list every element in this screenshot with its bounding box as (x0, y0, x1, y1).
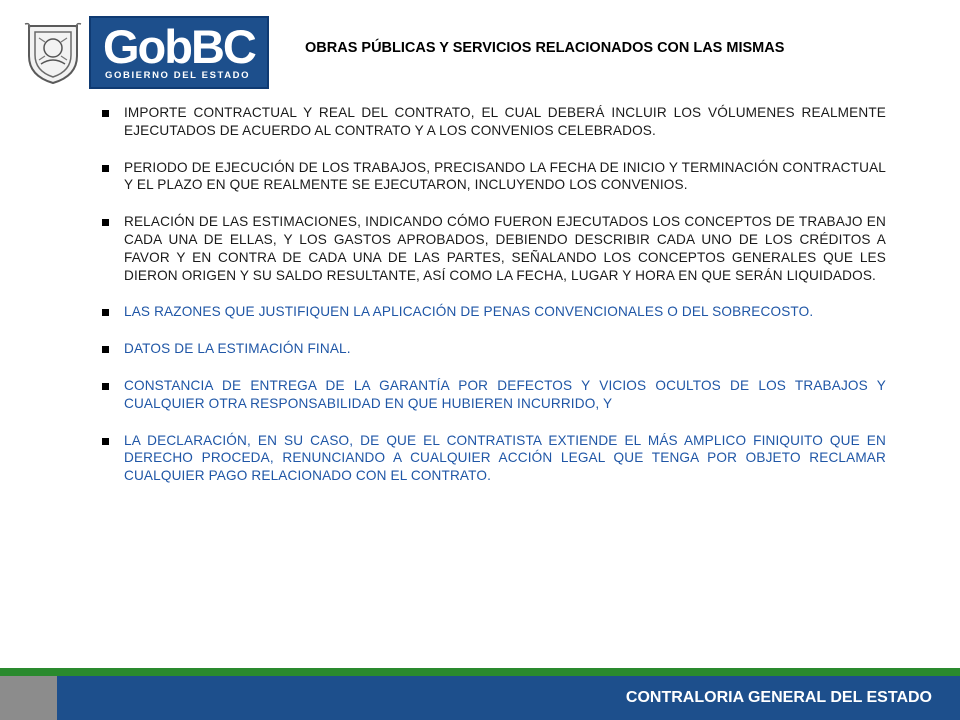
list-item-text: PERIODO DE EJECUCIÓN DE LOS TRABAJOS, PRECISANDO LA FECHA DE INICIO Y TERMINACIÓN CONTRACTUAL Y EL PLAZO EN QUE REALMENTE SE EJECUTARON, INCLUYENDO LOS CONVENIOS. (124, 159, 886, 193)
footer-bar (57, 676, 960, 720)
list-item (102, 303, 886, 321)
list-item-text: RELACIÓN DE LAS ESTIMACIONES, INDICANDO CÓMO FUERON EJECUTADOS LOS CONCEPTOS DE TRABAJO EN CADA UNA DE ELLAS, Y LOS GASTOS APROBADOS, DEBIENDO DESCRIBIR CADA UNO DE LOS CRÉDITOS A FAVOR Y EN CONTRA DE CADA UNA DE LAS PARTES, SEÑALANDO LOS CONCEPTOS GENERALES QUE LES DIERON ORIGEN Y SU SALDO RESULTANTE, ASÍ COMO LA FECHA, LUGAR Y HORA EN QUE SERÁN LIQUIDADOS. (124, 214, 886, 283)
list-item-text: LAS RAZONES QUE JUSTIFIQUEN LA APLICACIÓN DE PENAS CONVENCIONALES O DEL SOBRECOSTO. (124, 304, 814, 320)
square-bullet-icon (102, 383, 109, 390)
list-item (102, 104, 886, 140)
square-bullet-icon (102, 346, 109, 353)
list-item-text: IMPORTE CONTRACTUAL Y REAL DEL CONTRATO, EL CUAL DEBERÁ INCLUIR LOS VÓLUMENES REALMENTE EJECUTADOS DE ACUERDO AL CONTRATO Y A LOS CONVENIOS CELEBRADOS. (124, 105, 886, 138)
page-title: OBRAS PÚBLICAS Y SERVICIOS RELACIONADOS CON LAS MISMAS (305, 40, 785, 56)
list-item (102, 213, 886, 284)
list-item-text: CONSTANCIA DE ENTREGA DE LA GARANTÍA POR DEFECTOS Y VICIOS OCULTOS DE LOS TRABAJOS Y CUALQUIER OTRA RESPONSABILIDAD EN QUE HUBIEREN INCURRIDO, Y (124, 377, 886, 411)
list-item (102, 377, 886, 413)
list-item-text: LA DECLARACIÓN, EN SU CASO, DE QUE EL CONTRATISTA EXTIENDE EL MÁS AMPLICO FINIQUITO QUE EN DERECHO PROCEDA, RENUNCIANDO A CUALQUIER ACCIÓN LEGAL QUE TENGA POR OBJETO RECLAMAR CUALQUIER PAGO RELACIONADO CON EL CONTRATO. (124, 432, 886, 484)
requirements-list (102, 104, 886, 504)
logo-subtitle: GOBIERNO DEL ESTADO (105, 70, 251, 81)
list-item (102, 432, 886, 485)
brand-block (89, 16, 269, 89)
square-bullet-icon (102, 438, 109, 445)
state-seal-icon (17, 16, 89, 89)
gobbc-logo (17, 16, 269, 89)
logo-name: GobBC (103, 20, 255, 73)
square-bullet-icon (102, 309, 109, 316)
footer-label: CONTRALORIA GENERAL DEL ESTADO (625, 689, 932, 706)
list-item (102, 340, 886, 358)
square-bullet-icon (102, 219, 109, 226)
square-bullet-icon (102, 165, 109, 172)
square-bullet-icon (102, 110, 109, 117)
footer-accent-bar (0, 668, 960, 676)
list-item-text: DATOS DE LA ESTIMACIÓN FINAL. (124, 341, 351, 357)
list-item (102, 159, 886, 195)
footer-gray-block (0, 676, 57, 720)
